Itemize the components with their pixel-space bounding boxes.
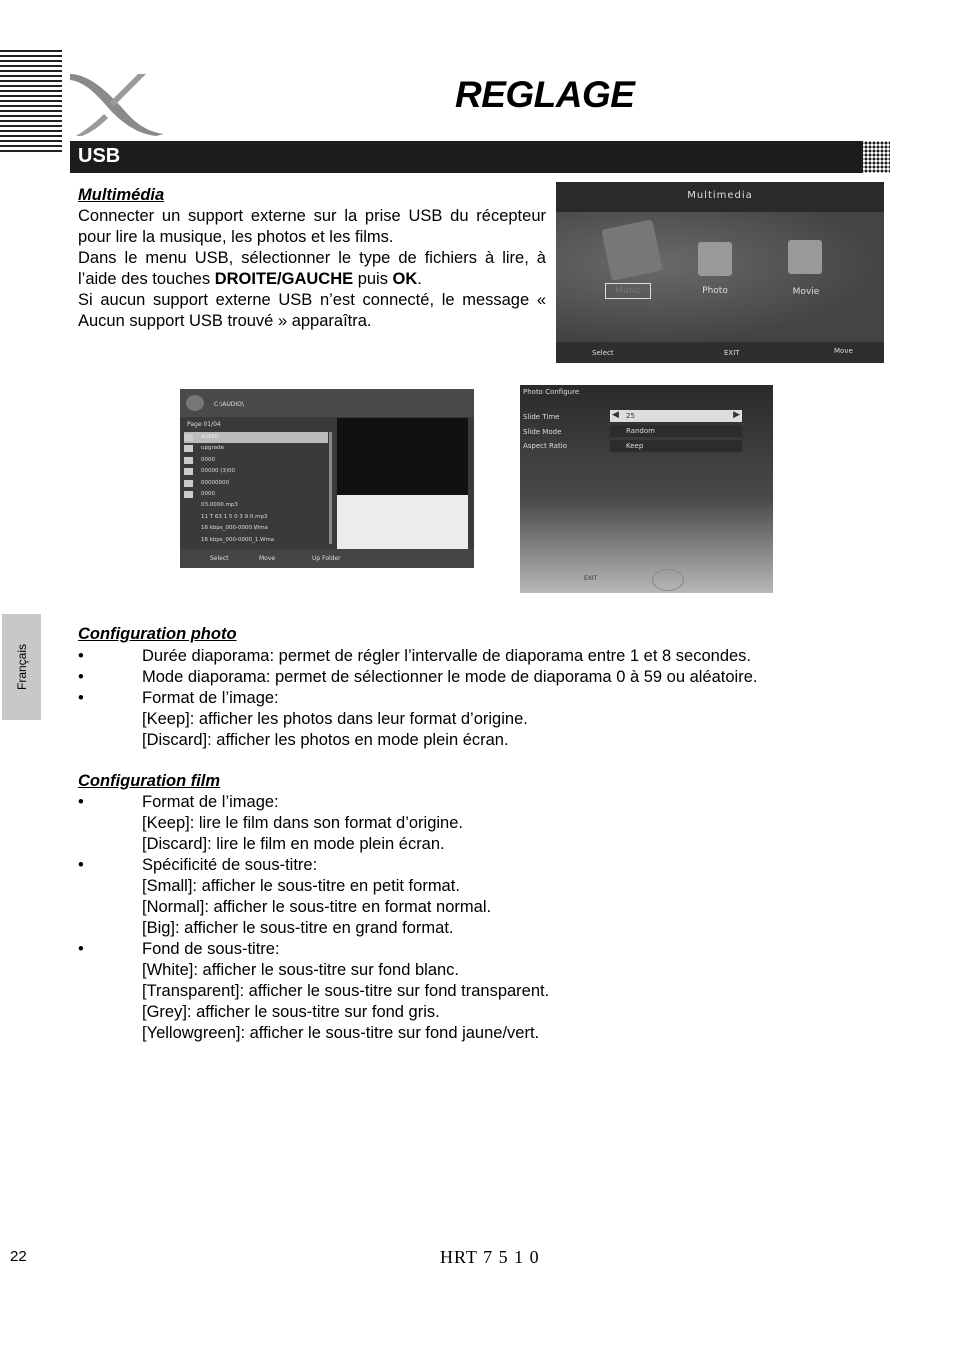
list-item [78, 667, 838, 688]
list-item [78, 939, 838, 960]
list-subitem: [White]: afficher le sous-titre sur fond blanc. [142, 961, 460, 979]
arrow-right-icon[interactable]: ▶ [733, 410, 740, 420]
footer-select-hint: Select [592, 349, 614, 357]
film-config-heading: Configuration film [78, 772, 221, 790]
multimedia-menu-screenshot [556, 182, 884, 363]
file-row[interactable] [184, 455, 328, 466]
bullet-icon: • [78, 940, 84, 958]
folder-icon [184, 457, 193, 464]
photo-configure-screenshot [520, 385, 773, 593]
list-subitem: [Normal]: afficher le sous-titre en format normal. [142, 898, 492, 916]
file-list [184, 432, 328, 546]
file-row[interactable] [184, 466, 328, 477]
folder-icon [184, 491, 193, 498]
multimedia-para3: Si aucun support externe USB n’est connecté, le message « Aucun support USB trouvé » apparaîtra. [78, 291, 546, 330]
file-name: 16 kbps_000-0000_1.Wma [201, 536, 275, 543]
file-row[interactable] [184, 489, 328, 500]
aspect-ratio-select[interactable] [610, 440, 742, 452]
page-indicator: Page 01/04 [187, 421, 221, 428]
preview-info-pane [337, 495, 468, 549]
file-name: 03.0000.mp3 [201, 502, 238, 509]
footer-exit-hint: EXIT [724, 349, 740, 357]
list-item-text: Format de l’image: [142, 793, 279, 811]
bullet-icon: • [78, 856, 84, 874]
file-name: AUDIO [201, 434, 219, 440]
bullet-icon: • [78, 689, 84, 707]
file-name: 0000 [201, 456, 215, 463]
slide-mode-value: Random [626, 427, 655, 435]
photo-config-heading: Configuration photo [78, 625, 237, 643]
browser-move-hint: Move [259, 555, 276, 562]
brand-x-logo [68, 70, 168, 138]
slide-mode-label: Slide Mode [523, 428, 562, 436]
usb-device-icon [186, 395, 204, 411]
browser-select-hint: Select [210, 555, 229, 562]
aspect-ratio-value: Keep [626, 442, 644, 450]
list-item-text: Fond de sous-titre: [142, 940, 280, 958]
list-item [78, 688, 838, 709]
menu-item-movie[interactable]: Movie [792, 287, 820, 297]
multimedia-menu-title: Multimedia [687, 190, 753, 201]
navigation-pad-icon [652, 569, 684, 591]
slide-time-value: 25 [626, 412, 635, 420]
browser-upfolder-hint: Up Folder [312, 555, 341, 562]
file-row[interactable] [184, 535, 328, 546]
list-subitem: [Keep]: afficher les photos dans leur format d’origine. [142, 710, 528, 728]
list-subitem: [Yellowgreen]: afficher le sous-titre sur fond jaune/vert. [142, 1024, 540, 1042]
menu-item-music[interactable]: Music [605, 283, 651, 299]
music-folder-icon [601, 219, 663, 281]
list-item-text: Durée diaporama: permet de régler l’intervalle de diaporama entre 1 et 8 secondes. [142, 647, 752, 665]
folder-icon [184, 434, 193, 441]
list-item-text: Spécificité de sous-titre: [142, 856, 318, 874]
file-row[interactable] [184, 523, 328, 534]
section-title: USB [78, 145, 121, 167]
folder-icon [184, 445, 193, 452]
footer-move-hint: Move [834, 347, 853, 355]
section-bar-dots [852, 141, 890, 173]
file-name: 16 kbps_000-0000.Wma [201, 525, 268, 532]
folder-icon [184, 480, 193, 487]
slide-time-label: Slide Time [523, 413, 560, 421]
bullet-icon: • [78, 793, 84, 811]
aspect-ratio-label: Aspect Ratio [523, 442, 567, 450]
list-item [78, 646, 838, 667]
folder-icon [184, 468, 193, 475]
list-subitem: [Big]: afficher le sous-titre en grand format. [142, 919, 454, 937]
photo-config-list [78, 646, 838, 751]
slide-mode-select[interactable] [610, 425, 742, 437]
multimedia-para2: Dans le menu USB, sélectionner le type de fichiers à lire, à l’aide des touches DROITE/GAUCHE puis OK. [78, 249, 546, 288]
file-name: 00000 (3)00 [201, 468, 236, 475]
header-stripes [0, 50, 62, 152]
multimedia-paragraph [78, 206, 546, 332]
list-subitem: [Discard]: afficher les photos en mode plein écran. [142, 731, 509, 749]
file-list-scrollbar[interactable] [329, 432, 332, 544]
page-title: REGLAGE [455, 74, 635, 115]
file-row[interactable] [184, 432, 328, 443]
file-name: upgrade [201, 445, 224, 452]
page-number: 22 [10, 1248, 27, 1265]
list-subitem: [Grey]: afficher le sous-titre sur fond gris. [142, 1003, 440, 1021]
file-row[interactable] [184, 500, 328, 511]
list-subitem: [Keep]: lire le film dans son format d’origine. [142, 814, 463, 832]
photo-config-exit-hint: EXIT [584, 575, 598, 582]
section-bar [70, 141, 863, 173]
list-subitem: [Small]: afficher le sous-titre en petit format. [142, 877, 460, 895]
current-path: C:\AUDIO\ [214, 401, 244, 408]
multimedia-heading: Multimédia [78, 186, 165, 204]
language-side-tab: Français [2, 614, 41, 720]
file-row[interactable] [184, 478, 328, 489]
photo-configure-title: Photo Configure [523, 388, 580, 396]
file-name: 0000 [201, 490, 215, 497]
preview-pane [337, 418, 468, 495]
bullet-icon: • [78, 647, 84, 665]
list-item [78, 855, 838, 876]
photo-folder-icon [698, 242, 732, 276]
file-browser-screenshot [180, 389, 474, 568]
list-item [78, 792, 838, 813]
list-item-text: Mode diaporama: permet de sélectionner le mode de diaporama 0 à 59 ou aléatoire. [142, 668, 758, 686]
list-subitem: [Transparent]: afficher le sous-titre sur fond transparent. [142, 982, 550, 1000]
file-row[interactable] [184, 443, 328, 454]
file-row[interactable] [184, 512, 328, 523]
multimedia-para1: Connecter un support externe sur la prise USB du récepteur pour lire la musique, les photos et les films. [78, 207, 546, 246]
file-name: 11 T 63 1 5 0 3 9 0.mp3 [201, 513, 268, 520]
film-config-list [78, 792, 838, 1044]
slide-time-select[interactable] [610, 410, 742, 422]
list-subitem: [Discard]: lire le film en mode plein écran. [142, 835, 445, 853]
list-item-text: Format de l’image: [142, 689, 279, 707]
bullet-icon: • [78, 668, 84, 686]
menu-item-photo[interactable]: Photo [702, 286, 728, 296]
file-name: 00000000 [201, 479, 229, 486]
movie-folder-icon [788, 240, 822, 274]
model-name: HRT 7 5 1 0 [440, 1247, 540, 1267]
arrow-left-icon[interactable]: ◀ [612, 410, 619, 420]
